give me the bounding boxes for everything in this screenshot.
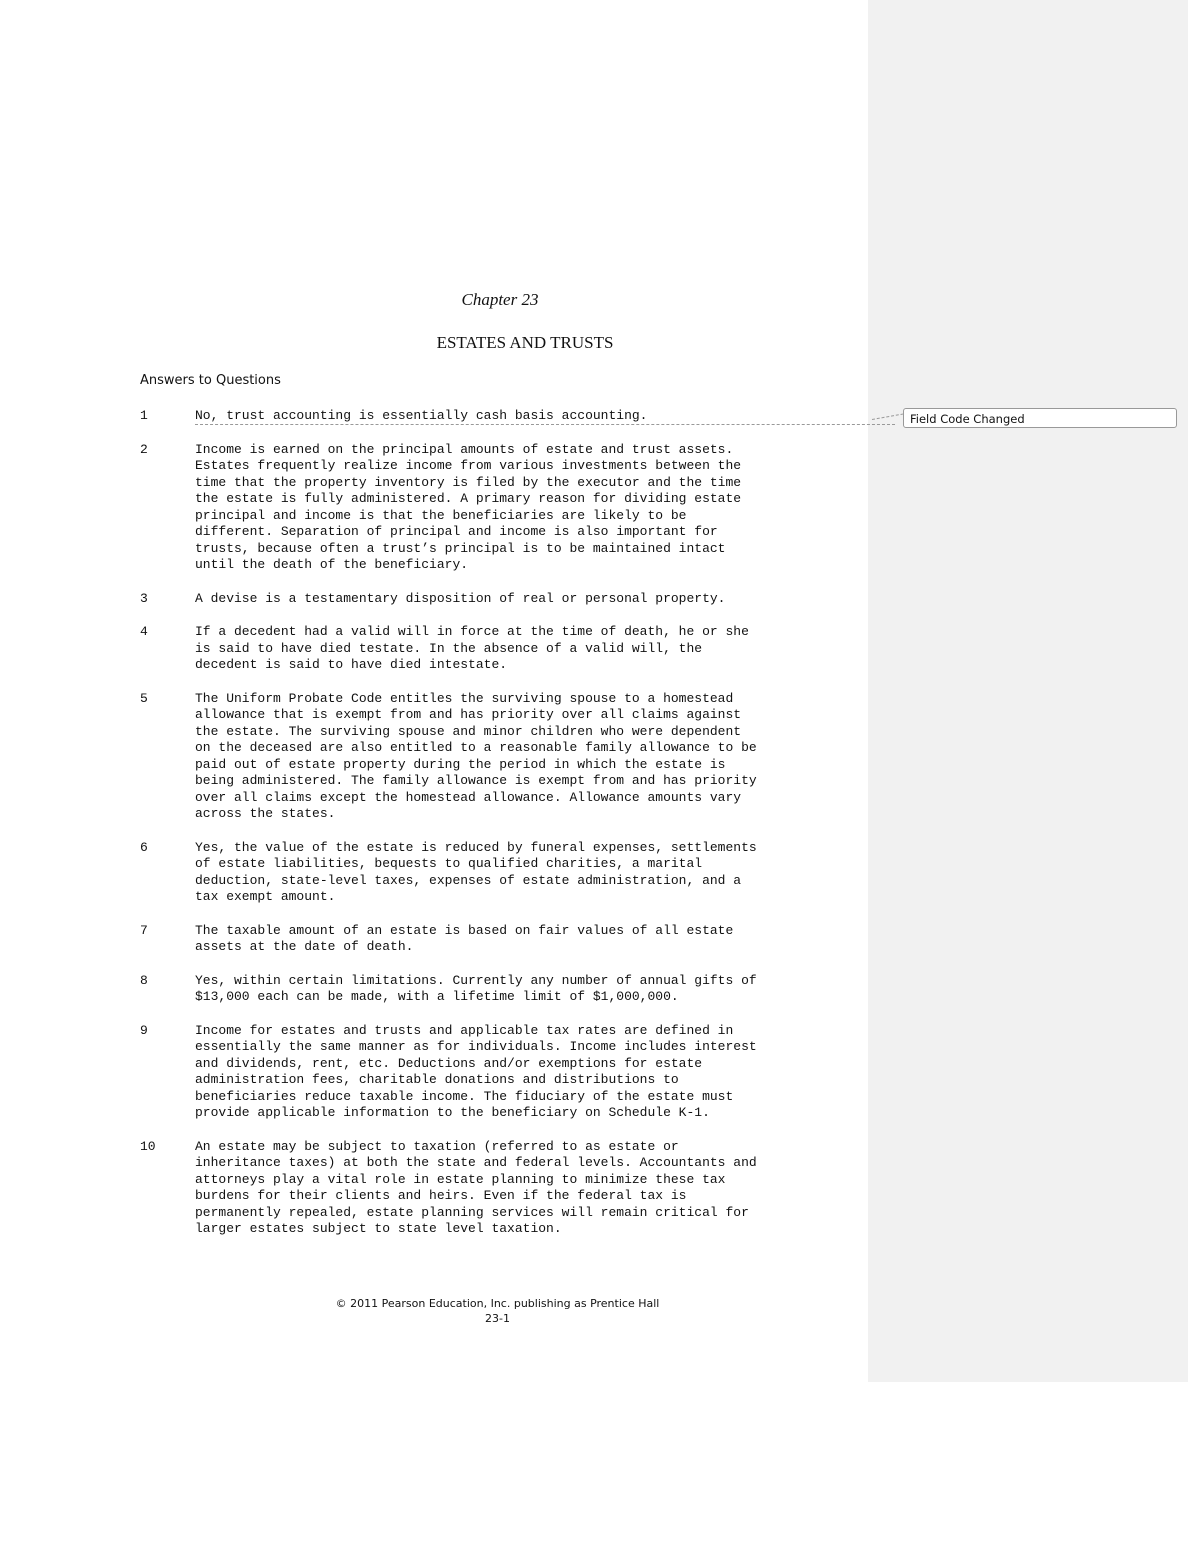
answer-number: 6 (140, 839, 148, 855)
answer-number: 9 (140, 1022, 148, 1038)
answer-text: The taxable amount of an estate is based on fair values of all estate assets at the date of death. (195, 922, 734, 954)
chapter-title: Chapter 23 (461, 290, 539, 309)
answer-number: 8 (140, 972, 148, 988)
answer-number: 3 (140, 590, 148, 606)
answer-item (140, 840, 860, 906)
page-number: 23-1 (485, 1312, 510, 1325)
page-footer (0, 1296, 995, 1326)
answer-item (140, 973, 860, 1006)
answer-number: 10 (140, 1138, 156, 1154)
markup-pane (868, 0, 1188, 1382)
answer-text: Yes, within certain limitations. Currently any number of annual gifts of $13,000 each can be made, with a lifetime limit of $1,000,000. (195, 972, 757, 1004)
answer-item (140, 442, 860, 574)
answer-text: Income is earned on the principal amounts of estate and trust assets. Estates frequently realize income from various investments between the time that the property inventory is filed by the executor and the time the estate is fully administered. A primary reason for dividing estate principal and income is that the beneficiaries are likely to be different. Separation of principal and income is also important for trusts, because often a trust’s principal is to be maintained intact until the death of the beneficiary. (195, 441, 742, 572)
answer-text: The Uniform Probate Code entitles the surviving spouse to a homestead allowance that is exempt from and has priority over all claims against the estate. The surviving spouse and minor children who were dependent on the deceased are also entitled to a reasonable family allowance to be paid out of estate property during the period in which the estate is being administered. The family allowance is exempt from and has priority over all claims except the homestead allowance. Allowance amounts vary across the states. (195, 690, 757, 821)
answer-number: 5 (140, 690, 148, 706)
answer-text: An estate may be subject to taxation (referred to as estate or inheritance taxes) at both the state and federal levels. Accountants and attorneys play a vital role in estate planning to minimize these tax burdens for their clients and heirs. Even if the federal tax is permanently repealed, estate planning services will remain critical for larger estates subject to state level taxation. (195, 1138, 757, 1236)
answers-list (140, 408, 860, 1255)
answer-number: 7 (140, 922, 148, 938)
answer-text: Yes, the value of the estate is reduced by funeral expenses, settlements of estate liabilities, bequests to qualified charities, a marital deduction, state-level taxes, expenses of estate administration, and a tax exempt amount. (195, 839, 757, 904)
answer-number: 2 (140, 441, 148, 457)
answers-heading: Answers to Questions (140, 373, 281, 388)
answer-text: No, trust accounting is essentially cash basis accounting. (195, 408, 648, 423)
answer-item (140, 624, 860, 674)
answer-number: 1 (140, 408, 148, 423)
answer-item (140, 1139, 860, 1238)
answer-text: If a decedent had a valid will in force at the time of death, he or she is said to have died testate. In the absence of a valid will, the decedent is said to have died intestate. (195, 624, 749, 672)
answer-number: 4 (140, 624, 148, 639)
field-code-changed-comment[interactable]: Field Code Changed (903, 408, 1177, 428)
copyright-notice: © 2011 Pearson Education, Inc. publishing as Prentice Hall (335, 1297, 660, 1310)
answer-text: Income for estates and trusts and applicable tax rates are defined in essentially the same manner as for individuals. Income includes interest and dividends, rent, etc. Deductions and/or exemptions for estate administration fees, charitable donations and distributions to beneficiaries reduce taxable income. The fiduciary of the estate must provide applicable information to the beneficiary on Schedule K-1. (195, 1022, 757, 1120)
answer-item (140, 1023, 860, 1122)
answer-item (140, 408, 860, 425)
comment-connector-line (195, 424, 895, 425)
section-title: ESTATES AND TRUSTS (436, 333, 614, 352)
answer-text: A devise is a testamentary disposition of real or personal property. (195, 590, 726, 606)
answer-item (140, 691, 860, 823)
answer-item (140, 923, 860, 956)
answer-item (140, 591, 860, 608)
